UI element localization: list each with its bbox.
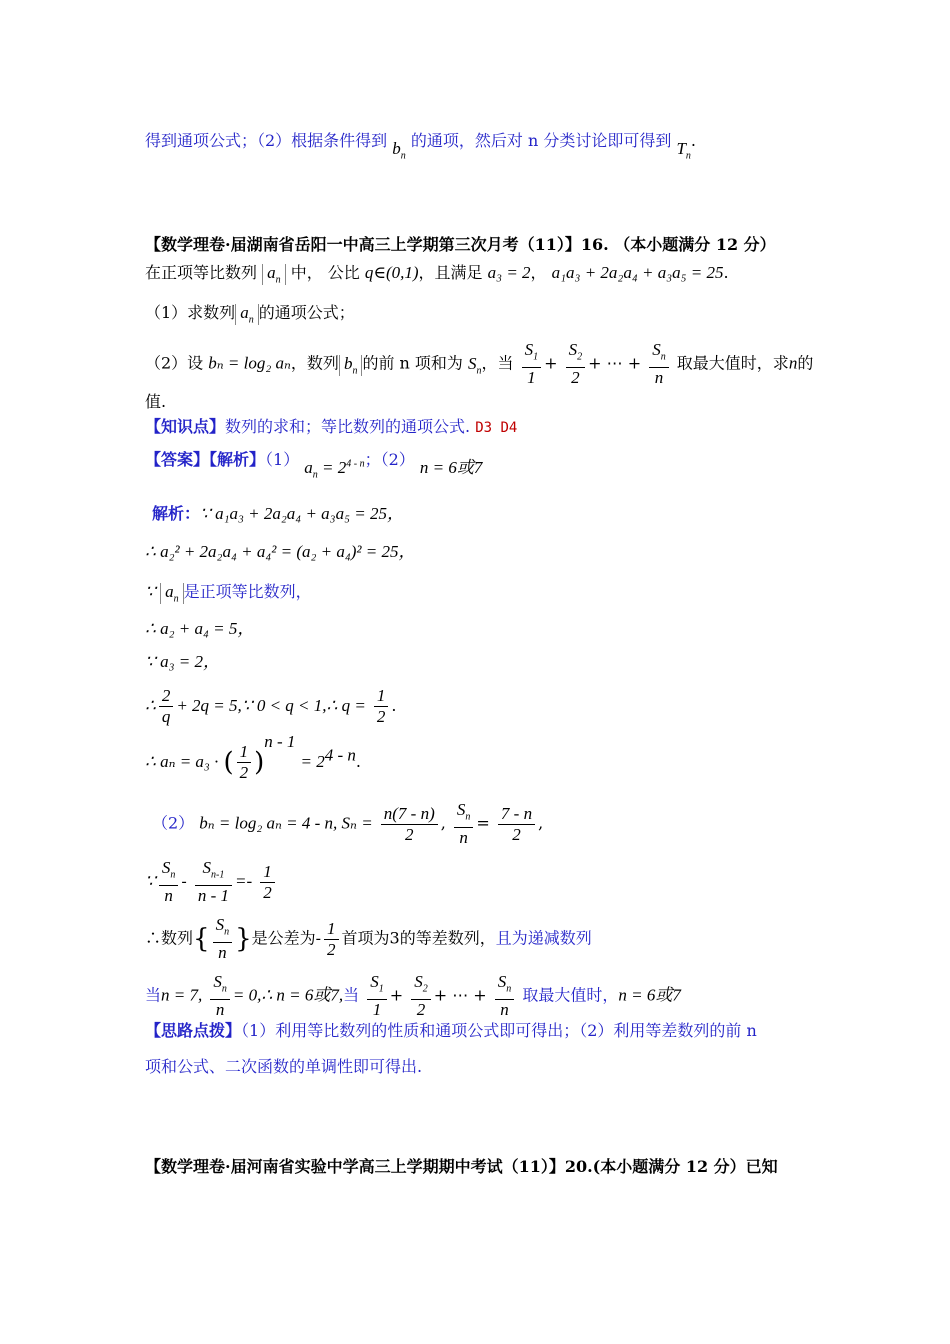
problem-16-part-2: （2）设 bₙ = log₂ aₙ，数列 $b_n$ 的前 n 项和为 $S_n$，当 $\frac{S_1}{1}$ + $\frac{S_2}{2}$ + ⋯ + $\frac{S_n}{n}$ 取最大值时，求n的 xyxy=(145,340,814,388)
solution-line-6: ∴ $\frac{2}{q}$ + 2q = 5,∵ 0 < q < 1,∴ q = $\frac{1}{2}$ . xyxy=(145,686,397,726)
var-T: $T_n$ xyxy=(676,139,691,162)
problem-16-part-1: （1）求数列 $a_n$ 的通项公式； xyxy=(145,303,355,326)
knowledge-point: 【知识点】数列的求和；等比数列的通项公式. D3 D4 xyxy=(145,417,518,436)
solution-line-5: ∵ a₃ = 2， xyxy=(145,652,220,671)
hint-line-2: 项和公式、二次函数的单调性即可得出. xyxy=(145,1057,423,1076)
problem-16-part-2-tail: 值. xyxy=(145,392,167,411)
text-segment: 得到通项公式；（2）根据条件得到 xyxy=(145,131,388,150)
problem-20-header: 【数学理卷·届河南省实验中学高三上学期期中考试（11）】20.(本小题满分 12 分）已知 xyxy=(145,1157,778,1176)
difference-line: ∵ $\frac{S_n}{n}$ - $\frac{S_{n-1}}{n - 1}$ =- $\frac{1}{2}$ xyxy=(145,858,278,906)
var-b: $b_n$ xyxy=(392,139,406,162)
sequence-line: ∴数列{ $\frac{S_n}{n}$ }是公差为- $\frac{1}{2}$ 首项为3的等差数列，且为递减数列 xyxy=(145,915,592,963)
solution-line-4: ∴ a₂ + a₄ = 5， xyxy=(145,619,255,638)
conclusion-line: 当n = 7, $\frac{S_n}{n}$ = 0,∴ n = 6或7,当 $\frac{S_1}{1}$ + $\frac{S_2}{2}$ + ⋯ + $\frac{S_n}{n}$ 取最大值时，n = 6或7 xyxy=(145,972,681,1020)
solution-line-3: ∵ $a_n$ 是正项等比数列， xyxy=(145,582,312,605)
answer-line: 【答案】【解析】（1） $a_n = 2^{4 - n}$；（2） n = 6或7 xyxy=(145,450,483,481)
previous-solution-tail: 得到通项公式；（2）根据条件得到 $b_n$ 的通项，然后对 n 分类讨论即可得到 $T_n$. xyxy=(145,131,697,162)
solution-line-7: ∴ aₙ = a₃ · ( $\frac{1}{2}$ )$^{n - 1} = 2^{4 - n}$. xyxy=(145,731,362,782)
problem-16-stem: 在正项等比数列 $a_n$ 中， 公比 q∈(0,1)，且满足 a₃ = 2， a₁a₃ + 2a₂a₄ + a₃a₅ = 25. xyxy=(145,263,729,286)
text-segment: 的通项，然后对 n 分类讨论即可得到 xyxy=(410,131,672,150)
part-2-solution: （2） bₙ = log₂ aₙ = 4 - n, Sₙ = $\frac{n(7 - n)}{2}$ , $\frac{S_n}{n}$ = $\frac{7 - n}{2}$ , xyxy=(152,800,544,848)
solution-line-2: ∴ a₂² + 2a₂a₄ + a₄² = (a₂ + a₄)² = 25， xyxy=(145,542,416,561)
problem-16-header: 【数学理卷·届湖南省岳阳一中高三上学期第三次月考（11）】16. （本小题满分 12 分） xyxy=(145,235,776,254)
hint-line-1: 【思路点拨】（1）利用等比数列的性质和通项公式即可得出；（2）利用等差数列的前 n xyxy=(145,1021,757,1040)
solution-line-1: 解析：∵ a₁a₃ + 2a₂a₄ + a₃a₅ = 25， xyxy=(152,504,404,523)
